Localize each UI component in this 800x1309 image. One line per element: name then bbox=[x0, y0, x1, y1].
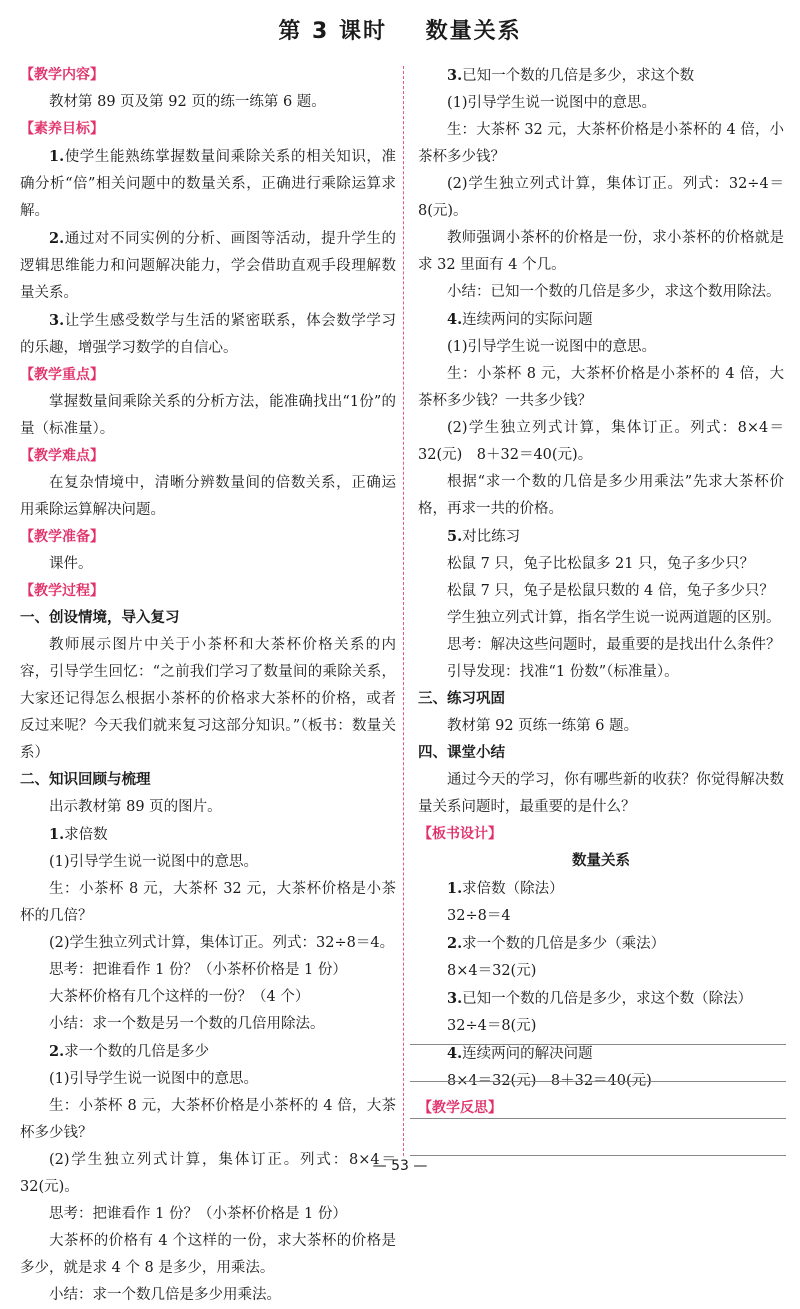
section-heading: 【教学难点】 bbox=[20, 448, 104, 464]
paragraph: 32÷8＝4 bbox=[447, 908, 511, 924]
paragraph: 课件。 bbox=[49, 556, 93, 572]
section-heading: 【教学重点】 bbox=[20, 367, 104, 383]
paragraph: (1)引导学生说一说图中的意思。 bbox=[49, 854, 259, 870]
numbered-paragraph bbox=[20, 225, 396, 307]
section-heading: 【教学内容】 bbox=[20, 67, 104, 83]
paragraph-text: 求倍数 bbox=[64, 827, 108, 843]
paragraph: 教师展示图片中关于小茶杯和大茶杯价格关系的内容，引导学生回忆：“之前我们学习了数量间的乘除关系，大家还记得怎么根据小茶杯的价格求大茶杯的价格，或者反过来呢？今天我们就来复习这部分知识。”（板书：数量关系） bbox=[20, 637, 396, 761]
board-title: 数量关系 bbox=[572, 853, 630, 869]
numbered-paragraph bbox=[418, 523, 784, 551]
writing-line bbox=[410, 1044, 786, 1045]
paragraph: 思考：把谁看作 1 份？（小茶杯价格是 1 份） bbox=[49, 1206, 347, 1222]
paragraph: 生：小茶杯 8 元，大茶杯价格是小茶杯的 4 倍，大茶杯多少钱？ bbox=[20, 1098, 396, 1141]
paragraph-text: 对比练习 bbox=[462, 529, 521, 545]
paragraph: 掌握数量间乘除关系的分析方法，能准确找出“1份”的量（标准量）。 bbox=[20, 394, 396, 437]
numbered-paragraph bbox=[418, 306, 784, 334]
paragraph: (2)学生独立列式计算，集体订正。列式：8×4＝32(元) 8＋32＝40(元)。 bbox=[418, 420, 784, 463]
item-number: 2. bbox=[49, 230, 65, 247]
item-number: 3. bbox=[49, 312, 65, 329]
paragraph: (2)学生独立列式计算，集体订正。列式：8×4＝32(元)。 bbox=[20, 1152, 396, 1195]
column-divider bbox=[403, 66, 404, 1156]
numbered-paragraph bbox=[20, 143, 396, 225]
item-number: 5. bbox=[447, 528, 463, 545]
writing-line bbox=[410, 1081, 786, 1082]
numbered-paragraph bbox=[20, 821, 396, 849]
paragraph: 思考：解决这些问题时，最重要的是找出什么条件？ bbox=[447, 637, 781, 653]
paragraph: (1)引导学生说一说图中的意思。 bbox=[447, 339, 657, 355]
paragraph: 32÷4＝8(元) bbox=[447, 1018, 537, 1034]
paragraph: 生：大茶杯 32 元，大茶杯价格是小茶杯的 4 倍，小茶杯多少钱？ bbox=[418, 122, 784, 165]
section-heading: 【教学准备】 bbox=[20, 529, 104, 545]
numbered-paragraph bbox=[418, 875, 784, 903]
paragraph: (2)学生独立列式计算，集体订正。列式：32÷8＝4。 bbox=[49, 935, 395, 951]
item-number: 1. bbox=[447, 880, 463, 897]
numbered-paragraph bbox=[418, 62, 784, 90]
step-heading: 四、课堂小结 bbox=[418, 745, 505, 761]
paragraph: 8×4＝32(元) 8＋32＝40(元) bbox=[447, 1073, 652, 1089]
paragraph-text: 使学生能熟练掌握数量间乘除关系的相关知识，准确分析“倍”相关问题中的数量关系，正确进行乘除运算求解。 bbox=[20, 149, 396, 219]
item-number: 4. bbox=[447, 1045, 463, 1062]
item-number: 2. bbox=[49, 1043, 65, 1060]
paragraph: 松鼠 7 只，兔子比松鼠多 21 只，兔子多少只？ bbox=[447, 556, 755, 572]
paragraph: (1)引导学生说一说图中的意思。 bbox=[447, 95, 657, 111]
paragraph: 松鼠 7 只，兔子是松鼠只数的 4 倍，兔子多少只？ bbox=[447, 583, 774, 599]
section-heading: 【教学过程】 bbox=[20, 583, 104, 599]
paragraph-text: 求一个数的几倍是多少 bbox=[64, 1044, 210, 1060]
right-column bbox=[418, 62, 784, 1122]
section-heading: 【板书设计】 bbox=[418, 826, 502, 842]
paragraph: 引导发现：找准“1 份数”（标准量）。 bbox=[447, 664, 679, 680]
paragraph: 思考：把谁看作 1 份？（小茶杯价格是 1 份） bbox=[49, 962, 347, 978]
paragraph: 小结：求一个数几倍是多少用乘法。 bbox=[49, 1287, 281, 1303]
item-number: 2. bbox=[447, 935, 463, 952]
paragraph: (2)学生独立列式计算，集体订正。列式：32÷4＝8(元)。 bbox=[418, 176, 784, 219]
section-heading: 【教学反思】 bbox=[418, 1100, 502, 1116]
paragraph: 教材第 89 页及第 92 页的练一练第 6 题。 bbox=[49, 94, 326, 110]
item-number: 3. bbox=[447, 990, 463, 1007]
paragraph: 生：小茶杯 8 元，大茶杯 32 元，大茶杯价格是小茶杯的几倍？ bbox=[20, 881, 396, 924]
item-number: 4. bbox=[447, 311, 463, 328]
numbered-paragraph bbox=[20, 307, 396, 362]
paragraph: 教材第 92 页练一练第 6 题。 bbox=[447, 718, 639, 734]
paragraph-text: 连续两问的实际问题 bbox=[462, 312, 593, 328]
writing-line bbox=[410, 1155, 786, 1156]
paragraph-text: 已知一个数的几倍是多少，求这个数 bbox=[462, 68, 695, 84]
item-number: 1. bbox=[49, 826, 65, 843]
paragraph: 根据“求一个数的几倍是多少用乘法”先求大茶杯价格，再求一共的价格。 bbox=[418, 474, 784, 517]
paragraph-text: 求倍数（除法） bbox=[462, 881, 564, 897]
section-heading: 【素养目标】 bbox=[20, 121, 104, 137]
paragraph: 8×4＝32(元) bbox=[447, 963, 537, 979]
paragraph: 在复杂情境中，清晰分辨数量间的倍数关系，正确运用乘除运算解决问题。 bbox=[20, 475, 396, 518]
writing-line bbox=[410, 1118, 786, 1119]
paragraph-text: 求一个数的几倍是多少（乘法） bbox=[462, 936, 666, 952]
paragraph-text: 已知一个数的几倍是多少，求这个数（除法） bbox=[462, 991, 753, 1007]
numbered-paragraph bbox=[20, 1038, 396, 1066]
paragraph: 小结：已知一个数的几倍是多少，求这个数用除法。 bbox=[447, 284, 781, 300]
item-number: 3. bbox=[447, 67, 463, 84]
paragraph: 生：小茶杯 8 元，大茶杯价格是小茶杯的 4 倍，大茶杯多少钱？一共多少钱？ bbox=[418, 366, 784, 409]
paragraph-text: 通过对不同实例的分析、画图等活动，提升学生的逻辑思维能力和问题解决能力，学会借助直观手段理解数量关系。 bbox=[20, 231, 396, 301]
paragraph: 小结：求一个数是另一个数的几倍用除法。 bbox=[49, 1016, 325, 1032]
page-number: — 53 — bbox=[372, 1158, 428, 1174]
step-heading: 一、创设情境，导入复习 bbox=[20, 610, 180, 626]
step-heading: 二、知识回顾与梳理 bbox=[20, 772, 151, 788]
paragraph: 教师强调小茶杯的价格是一份，求小茶杯的价格就是求 32 里面有 4 个几。 bbox=[418, 230, 784, 273]
paragraph: 学生独立列式计算，指名学生说一说两道题的区别。 bbox=[447, 610, 781, 626]
paragraph: 出示教材第 89 页的图片。 bbox=[49, 799, 222, 815]
paragraph: 大茶杯的价格有 4 个这样的一份，求大茶杯的价格是多少，就是求 4 个 8 是多少，用乘法。 bbox=[20, 1233, 396, 1276]
step-heading: 三、练习巩固 bbox=[418, 691, 505, 707]
numbered-paragraph bbox=[418, 985, 784, 1013]
paragraph: (1)引导学生说一说图中的意思。 bbox=[49, 1071, 259, 1087]
item-number: 1. bbox=[49, 148, 65, 165]
paragraph: 通过今天的学习，你有哪些新的收获？你觉得解决数量关系问题时，最重要的是什么？ bbox=[418, 772, 784, 815]
paragraph-text: 连续两问的解决问题 bbox=[462, 1046, 593, 1062]
numbered-paragraph bbox=[418, 930, 784, 958]
page-title: 第 3 课时 数量关系 bbox=[278, 19, 522, 44]
left-column bbox=[20, 62, 396, 1309]
paragraph: 大茶杯价格有几个这样的一份？（4 个） bbox=[49, 989, 310, 1005]
paragraph-text: 让学生感受数学与生活的紧密联系，体会数学学习的乐趣，增强学习数学的自信心。 bbox=[20, 313, 396, 356]
